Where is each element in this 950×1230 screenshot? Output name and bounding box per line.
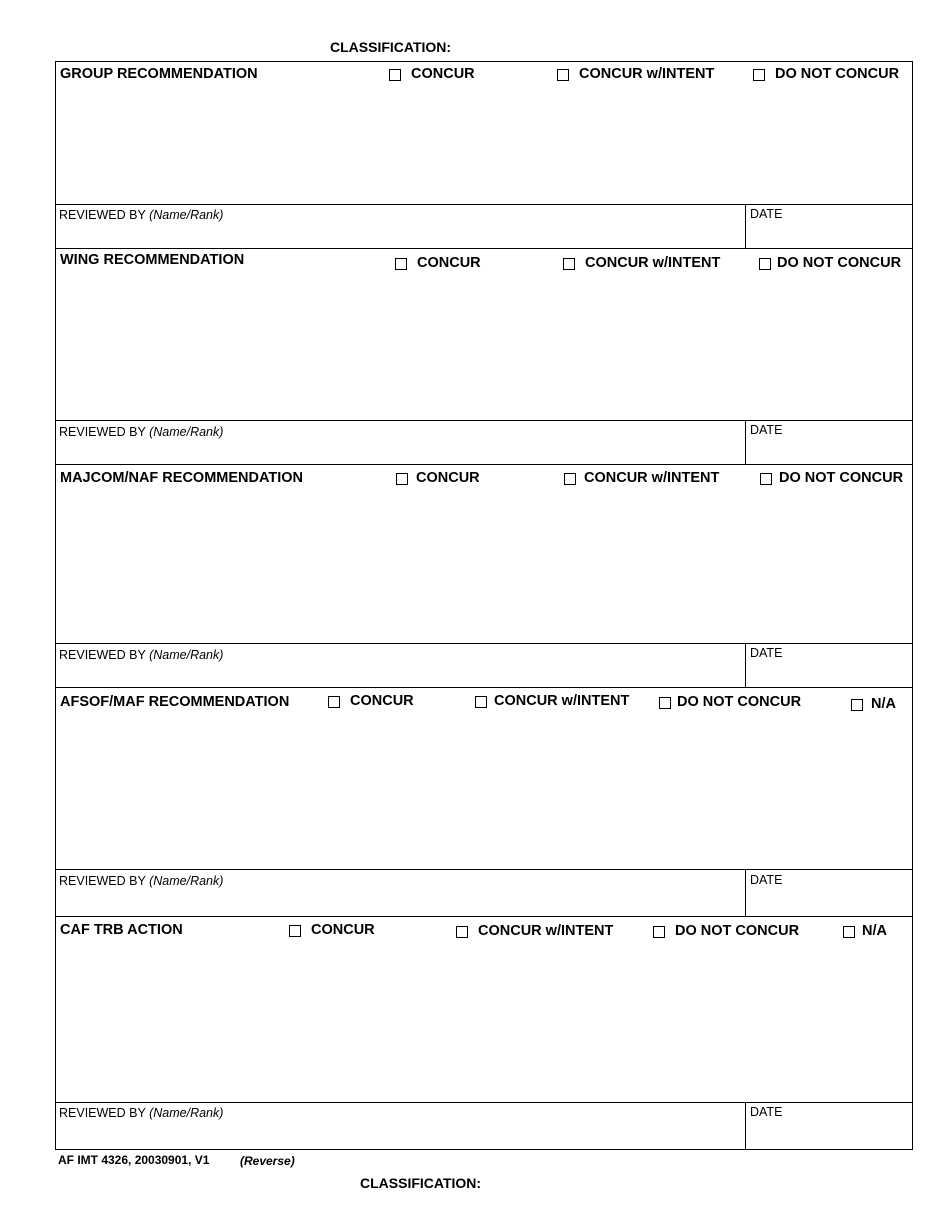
option-do-not-concur[interactable]: DO NOT CONCUR	[659, 694, 801, 710]
date-field[interactable]: DATE	[750, 646, 783, 660]
reviewed-by-field[interactable]: REVIEWED BY (Name/Rank)	[59, 874, 224, 888]
option-concur[interactable]: CONCUR	[289, 922, 375, 938]
option-concur[interactable]: CONCUR	[396, 470, 480, 486]
divider	[55, 204, 913, 205]
checkbox[interactable]	[843, 926, 855, 938]
divider	[55, 464, 913, 465]
checkbox[interactable]	[760, 473, 772, 485]
checkbox[interactable]	[557, 69, 569, 81]
date-field[interactable]: DATE	[750, 207, 783, 221]
form-id: AF IMT 4326, 20030901, V1	[58, 1153, 210, 1167]
checkbox[interactable]	[759, 258, 771, 270]
divider	[55, 420, 913, 421]
option-n-a[interactable]: N/A	[851, 696, 896, 712]
checkbox[interactable]	[389, 69, 401, 81]
option-concur-w-intent[interactable]: CONCUR w/INTENT	[563, 255, 720, 271]
reverse-label: (Reverse)	[240, 1154, 295, 1168]
option-do-not-concur[interactable]: DO NOT CONCUR	[759, 255, 901, 271]
divider	[745, 204, 746, 248]
divider	[55, 1102, 913, 1103]
section-title: AFSOF/MAF RECOMMENDATION	[60, 694, 290, 710]
reviewed-by-field[interactable]: REVIEWED BY (Name/Rank)	[59, 1106, 224, 1120]
recommendation-text-area[interactable]	[57, 90, 911, 202]
classification-footer: CLASSIFICATION:	[360, 1175, 482, 1191]
checkbox[interactable]	[456, 926, 468, 938]
classification-header: CLASSIFICATION:	[330, 39, 452, 55]
checkbox[interactable]	[563, 258, 575, 270]
divider	[55, 687, 913, 688]
checkbox[interactable]	[395, 258, 407, 270]
section-title: CAF TRB ACTION	[60, 922, 183, 938]
date-field[interactable]: DATE	[750, 423, 783, 437]
option-concur[interactable]: CONCUR	[389, 66, 475, 82]
section-title: MAJCOM/NAF RECOMMENDATION	[60, 470, 303, 486]
divider	[55, 643, 913, 644]
option-n-a[interactable]: N/A	[843, 923, 887, 939]
checkbox[interactable]	[851, 699, 863, 711]
option-concur-w-intent[interactable]: CONCUR w/INTENT	[564, 470, 719, 486]
option-do-not-concur[interactable]: DO NOT CONCUR	[753, 66, 899, 82]
date-field[interactable]: DATE	[750, 873, 783, 887]
option-concur[interactable]: CONCUR	[328, 693, 414, 709]
divider	[55, 916, 913, 917]
checkbox[interactable]	[659, 697, 671, 709]
reviewed-by-field[interactable]: REVIEWED BY (Name/Rank)	[59, 425, 224, 439]
checkbox[interactable]	[289, 925, 301, 937]
reviewed-by-field[interactable]: REVIEWED BY (Name/Rank)	[59, 208, 224, 222]
option-do-not-concur[interactable]: DO NOT CONCUR	[760, 470, 903, 486]
option-concur-w-intent[interactable]: CONCUR w/INTENT	[557, 66, 714, 82]
divider	[55, 869, 913, 870]
checkbox[interactable]	[564, 473, 576, 485]
divider	[745, 1102, 746, 1149]
date-field[interactable]: DATE	[750, 1105, 783, 1119]
option-concur[interactable]: CONCUR	[395, 255, 481, 271]
checkbox[interactable]	[475, 696, 487, 708]
option-concur-w-intent[interactable]: CONCUR w/INTENT	[475, 693, 629, 709]
section-title: WING RECOMMENDATION	[60, 252, 245, 268]
divider	[745, 420, 746, 464]
option-concur-w-intent[interactable]: CONCUR w/INTENT	[456, 923, 613, 939]
divider	[55, 248, 913, 249]
divider	[745, 643, 746, 687]
divider	[745, 869, 746, 916]
recommendation-text-area[interactable]	[57, 495, 911, 641]
checkbox[interactable]	[753, 69, 765, 81]
section-title: GROUP RECOMMENDATION	[60, 66, 258, 82]
option-do-not-concur[interactable]: DO NOT CONCUR	[653, 923, 799, 939]
recommendation-text-area[interactable]	[57, 720, 911, 867]
recommendation-text-area[interactable]	[57, 946, 911, 1100]
reviewed-by-field[interactable]: REVIEWED BY (Name/Rank)	[59, 648, 224, 662]
checkbox[interactable]	[653, 926, 665, 938]
checkbox[interactable]	[328, 696, 340, 708]
recommendation-text-area[interactable]	[57, 280, 911, 418]
checkbox[interactable]	[396, 473, 408, 485]
